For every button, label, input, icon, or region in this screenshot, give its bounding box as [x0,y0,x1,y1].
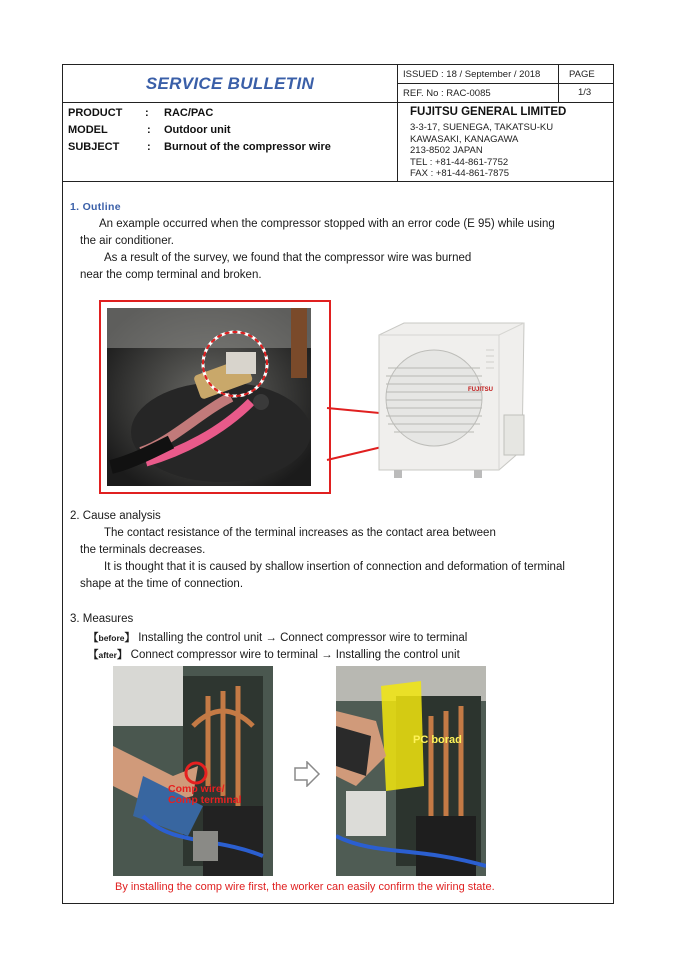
after-row [88,647,460,662]
reference-number: REF. No : RAC-0085 [403,88,491,99]
model-label: MODEL [68,124,108,136]
outline-line-3: As a result of the survey, we found that the compressor wire was burned [104,252,472,264]
after-tag-text: after [98,650,117,660]
company-name: FUJITSU GENERAL LIMITED [410,106,567,118]
cause-line-2: the terminals decreases. [80,544,206,556]
product-colon: : [145,107,149,119]
unit-brand-logo: FUJITSU [468,387,494,393]
cause-line-1: The contact resistance of the terminal increases as the contact area between [104,527,496,539]
outdoor-unit-drawing [374,320,529,480]
before-text: Installing the control unit → Connect compressor wire to terminal [138,632,468,644]
burnt-wire-photo-frame [99,300,331,494]
comp-wire-label [168,784,242,806]
before-photo [113,666,273,876]
burnt-wire-photo [101,302,329,492]
after-text: Connect compressor wire to terminal → Installing the control unit [130,649,460,661]
next-arrow-icon [293,761,321,787]
comp-wire-label-1: Comp wire/ [168,783,225,795]
outline-line-1: An example occurred when the compressor stopped with an error code (E 95) while using [99,218,555,230]
after-photo [336,666,486,876]
subject-colon: : [147,141,151,153]
company-address [410,122,553,180]
comp-wire-label-2: Comp terminal [168,794,242,806]
product-value: RAC/PAC [164,107,214,119]
pc-board-label: PC borad [413,734,462,746]
cause-line-3: It is thought that it is caused by shallow insertion of connection and deformation of terminal [104,561,565,573]
before-row [88,630,467,645]
before-photo-drawing [113,666,273,876]
header-divider [62,102,613,103]
subject-value: Burnout of the compressor wire [164,141,331,153]
address-line-1: 3-3-17, SUENEGA, TAKATSU-KU [410,122,554,133]
measures-caption: By installing the comp wire first, the worker can easily confirm the wiring state. [115,881,495,893]
page-vertical-divider [558,64,559,102]
issued-divider [397,83,613,84]
cause-line-4: shape at the time of connection. [80,578,244,590]
before-tag-text: before [98,633,125,643]
page-label: PAGE [569,69,595,80]
page-title: SERVICE BULLETIN [145,74,315,93]
after-tag: 【after】 [88,649,128,661]
outdoor-unit-image [374,320,529,480]
model-value: Outdoor unit [164,124,231,136]
address-line-2: KAWASAKI, KANAGAWA [410,133,519,145]
company-tel: TEL : +81-44-861-7752 [410,156,509,168]
model-colon: : [147,124,151,136]
address-line-3: 213-8502 JAPAN [410,145,483,156]
section-cause-heading: 2. Cause analysis [70,510,161,522]
section-outline-heading: 1. Outline [70,201,121,213]
after-photo-drawing [336,666,486,876]
info-divider [62,181,613,182]
outline-line-2: the air conditioner. [80,235,174,247]
subject-label: SUBJECT [68,141,120,153]
outline-line-4: near the comp terminal and broken. [80,269,262,281]
company-fax: FAX : +81-44-861-7875 [410,168,510,179]
section-measures-heading: 3. Measures [70,613,134,625]
page-number: 1/3 [578,87,592,98]
before-tag: 【before】 [88,632,135,644]
header-vertical-divider [397,64,398,181]
issued-date: ISSUED : 18 / September / 2018 [403,69,541,80]
product-label: PRODUCT [68,107,123,119]
